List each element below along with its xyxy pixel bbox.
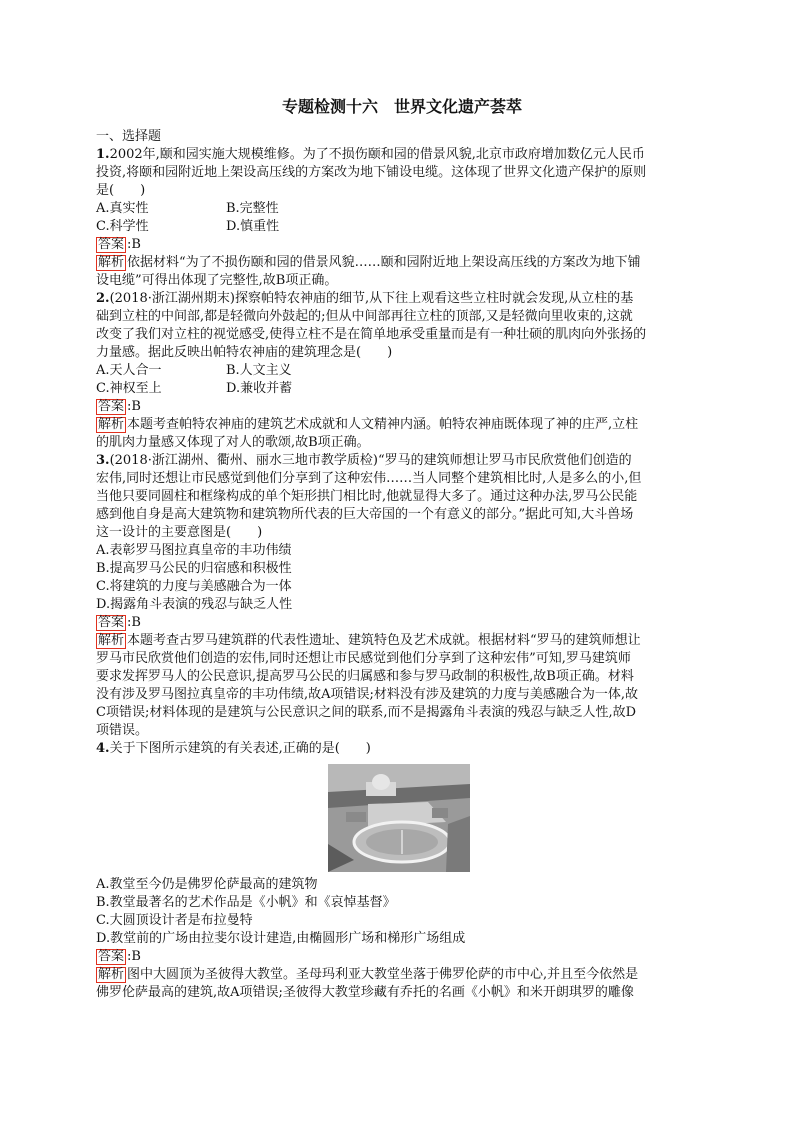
question-text: 感到他自身是高大建筑物和建筑物所代表的巨大帝国的一个有意义的部分。”据此可知,大斗兽场 — [96, 507, 634, 522]
explain-text: 依据材料“为了不损伤颐和园的借景风貌……颐和园附近地上架设高压线的方案改为地下铺 — [127, 255, 641, 270]
explain-tag: 解析 — [98, 967, 125, 982]
explain-text: C项错误;材料体现的是建筑与公民意识之间的联系,而不是揭露角斗表演的残忍与缺乏人性,故D — [96, 705, 637, 720]
document-page — [96, 96, 708, 1002]
option-a: A.真实性 — [96, 201, 149, 216]
question-text: 投资,将颐和园附近地上架设高压线的方案改为地下铺设电缆。这体现了世界文化遗产保护的原则 — [96, 165, 647, 180]
answer-tag: 答案 — [98, 237, 125, 252]
option-b: B.人文主义 — [226, 363, 292, 378]
page-title: 专题检测十六 世界文化遗产荟萃 — [281, 97, 522, 116]
option-c: C.将建筑的力度与美感融合为一体 — [96, 579, 292, 594]
aerial-photo-illustration — [328, 764, 470, 872]
option-a: A.表彰罗马图拉真皇帝的丰功伟绩 — [96, 543, 292, 558]
question-text: 当他只要同圆柱和框缘构成的单个矩形拱门相比时,他就显得大多了。通过这种办法,罗马公民能 — [96, 489, 638, 504]
answer-value: :B — [127, 399, 141, 414]
question-text: (2018·浙江湖州期末)探察帕特农神庙的细节,从下往上观看这些立柱时就会发现,从立柱的基 — [109, 291, 634, 306]
question-number: 1. — [96, 147, 110, 162]
explain-tag: 解析 — [98, 417, 125, 432]
question-text: (2018·浙江湖州、衢州、丽水三地市教学质检)“罗马的建筑师想让罗马市民欣赏他们创造的 — [109, 453, 632, 468]
question-text: 2002年,颐和园实施大规模维修。为了不损伤颐和园的借景风貌,北京市政府增加数亿元人民币 — [109, 147, 645, 162]
question-text: 力量感。据此反映出帕特农神庙的建筑理念是( ) — [96, 345, 393, 360]
answer-tag: 答案 — [98, 399, 125, 414]
question-text: 宏伟,同时还想让市民感觉到他们分享到了这种宏伟……当人同整个建筑相比时,人是多么的小,但 — [96, 471, 642, 486]
question-text: 关于下图所示建筑的有关表述,正确的是( ) — [109, 741, 371, 756]
question-1 — [96, 146, 708, 290]
st-peters-basilica-photo — [328, 764, 470, 872]
explain-text: 的肌肉力量感又体现了对人的歌颂,故B项正确。 — [96, 435, 370, 450]
question-2 — [96, 290, 708, 452]
explain-text: 项错误。 — [96, 723, 149, 738]
explain-tag: 解析 — [98, 633, 125, 648]
answer-tag: 答案 — [98, 949, 125, 964]
question-text: 础到立柱的中间部,都是轻微向外鼓起的;但从中间部再往立柱的顶部,又是轻微向里收束的,这就 — [96, 309, 633, 324]
explain-text: 没有涉及罗马图拉真皇帝的丰功伟绩,故A项错误;材料没有涉及建筑的力度与美感融合为一体,故 — [96, 687, 639, 702]
question-text: 改变了我们对立柱的视觉感受,使得立柱不是在简单地承受重量而是有一种壮硕的肌肉向外张扬的 — [96, 327, 647, 342]
option-c: C.大圆顶设计者是布拉曼特 — [96, 913, 253, 928]
explain-text: 设电缆”可得出体现了完整性,故B项正确。 — [96, 273, 338, 288]
explain-text: 图中大圆顶为圣彼得大教堂。圣母玛利亚大教堂坐落于佛罗伦萨的市中心,并且至今依然是 — [127, 967, 639, 982]
option-b: B.完整性 — [226, 201, 279, 216]
explain-tag: 解析 — [98, 255, 125, 270]
question-number: 2. — [96, 291, 110, 306]
option-d: D.慎重性 — [226, 219, 280, 234]
option-b: B.教堂最著名的艺术作品是《小帆》和《哀悼基督》 — [96, 895, 396, 910]
explain-text: 本题考查帕特农神庙的建筑艺术成就和人文精神内涵。帕特农神庙既体现了神的庄严,立柱 — [127, 417, 639, 432]
question-3 — [96, 452, 708, 740]
answer-value: :B — [127, 615, 141, 630]
option-d: D.兼收并蓄 — [226, 381, 293, 396]
option-c: C.神权至上 — [96, 381, 162, 396]
section-heading: 一、选择题 — [96, 129, 162, 144]
option-a: A.教堂至今仍是佛罗伦萨最高的建筑物 — [96, 877, 318, 892]
explain-text: 罗马市民欣赏他们创造的宏伟,同时还想让市民感觉到他们分享到了这种宏伟”可知,罗马建筑师 — [96, 651, 631, 666]
option-d: D.揭露角斗表演的残忍与缺乏人性 — [96, 597, 293, 612]
answer-value: :B — [127, 237, 141, 252]
question-number: 3. — [96, 453, 110, 468]
question-text: 这一设计的主要意图是( ) — [96, 525, 263, 540]
answer-value: :B — [127, 949, 141, 964]
option-b: B.提高罗马公民的归宿感和积极性 — [96, 561, 292, 576]
option-a: A.天人合一 — [96, 363, 162, 378]
question-number: 4. — [96, 741, 110, 756]
explain-text: 佛罗伦萨最高的建筑,故A项错误;圣彼得大教堂珍藏有乔托的名画《小帆》和米开朗琪罗的雕像 — [96, 985, 634, 1000]
option-c: C.科学性 — [96, 219, 149, 234]
explain-text: 要求发挥罗马人的公民意识,提高罗马公民的归属感和参与罗马政制的积极性,故B项正确。材料 — [96, 669, 634, 684]
answer-tag: 答案 — [98, 615, 125, 630]
option-d: D.教堂前的广场由拉斐尔设计建造,由椭圆形广场和梯形广场组成 — [96, 931, 466, 946]
question-text: 是( ) — [96, 183, 146, 198]
question-4 — [96, 740, 708, 1002]
explain-text: 本题考查古罗马建筑群的代表性遗址、建筑特色及艺术成就。根据材料“罗马的建筑师想让 — [127, 633, 641, 648]
